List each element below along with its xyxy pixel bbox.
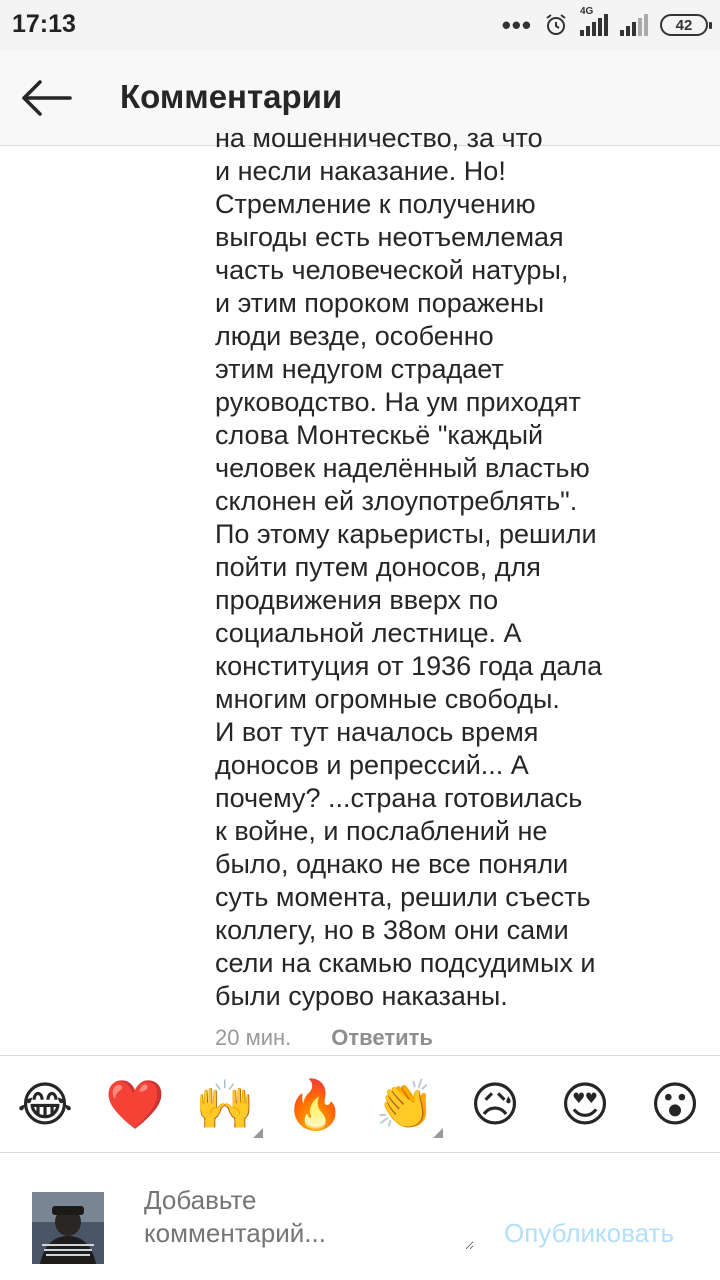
comment-line: к войне, и послаблений не	[215, 816, 548, 846]
battery-icon	[660, 14, 708, 36]
comment-input[interactable]	[144, 1184, 474, 1250]
more-dots-icon: •••	[501, 10, 532, 40]
comment-line: руководство. На ум приходят	[215, 387, 581, 417]
comment-line: люди везде, особенно	[215, 321, 494, 351]
clapping-hands-emoji[interactable]	[375, 1076, 435, 1136]
comment-time: 20 мин.	[215, 1025, 292, 1050]
comment-line: сели на скамью подсудимых и	[215, 948, 596, 978]
comment-line: многим огромные свободы.	[215, 684, 560, 714]
heart-eyes-emoji[interactable]	[555, 1076, 615, 1136]
avatar-image	[32, 1192, 104, 1264]
comment-line: и несли наказание. Но!	[215, 156, 506, 186]
status-bar	[0, 0, 720, 50]
fire-emoji-glyph: 🔥	[285, 1079, 345, 1132]
raising-hands-emoji-glyph: 🙌	[195, 1079, 255, 1132]
heart-eyes-emoji-glyph: 😍	[559, 1079, 611, 1132]
comment-line: По этому карьеристы, решили	[215, 519, 597, 549]
fire-emoji[interactable]	[285, 1076, 345, 1136]
status-icons	[501, 6, 708, 40]
comment-line: конституция от 1936 года дала	[215, 651, 603, 681]
battery-level: 42	[675, 16, 693, 34]
comment-line: часть человеческой натуры,	[215, 255, 569, 285]
comment-line: этим недугом страдает	[215, 354, 504, 384]
emoji-bar	[0, 1055, 720, 1153]
sad-relieved-emoji-glyph: 😥	[469, 1079, 521, 1132]
raising-hands-emoji[interactable]	[195, 1076, 255, 1136]
comment-line: почему? ...страна готовилась	[215, 783, 583, 813]
back-button[interactable]	[18, 72, 74, 124]
signal-icon	[580, 6, 608, 36]
comment-line: суть момента, решили съесть	[215, 882, 591, 912]
comment-line: человек наделённый властью	[215, 453, 590, 483]
comment-line: социальной лестнице. А	[215, 618, 522, 648]
comment-line: было, однако не все поняли	[215, 849, 569, 879]
astonished-emoji[interactable]	[645, 1076, 705, 1136]
comment-line: пойти путем доносов, для	[215, 552, 541, 582]
comment-line: склонен ей злоупотреблять".	[215, 486, 578, 516]
skin-tone-indicator-icon	[433, 1128, 443, 1138]
comment-line: доносов и репрессий... А	[215, 750, 529, 780]
page-title: Комментарии	[120, 78, 343, 115]
comment-line: И вот тут началось время	[215, 717, 539, 747]
tears-of-joy-emoji-glyph: 😂	[16, 1079, 74, 1132]
comment-line: Стремление к получению	[215, 189, 536, 219]
astonished-emoji-glyph: 😮	[649, 1079, 701, 1132]
sad-relieved-emoji[interactable]	[465, 1076, 525, 1136]
signal-icon	[620, 14, 648, 36]
comment-line: выгоды есть неотъемлемая	[215, 222, 564, 252]
comment-text	[215, 122, 655, 1013]
avatar	[32, 1192, 104, 1264]
comment-line: продвижения вверх по	[215, 585, 499, 615]
clapping-hands-emoji-glyph: 👏	[375, 1079, 435, 1132]
comment-line: на мошенничество, за что	[215, 123, 543, 153]
publish-button[interactable]: Опубликовать	[504, 1218, 675, 1248]
comment-line: и этим пороком поражены	[215, 288, 545, 318]
arrow-left-icon	[20, 78, 72, 118]
status-time: 17:13	[12, 10, 76, 38]
red-heart-emoji-glyph: ❤️	[105, 1079, 165, 1132]
comment-meta	[215, 1025, 433, 1051]
network-type-label: 4G	[580, 6, 594, 17]
red-heart-emoji[interactable]	[105, 1076, 165, 1136]
reply-button[interactable]: Ответить	[331, 1025, 433, 1050]
comment-line: коллегу, но в 38ом они сами	[215, 915, 569, 945]
comment-composer	[0, 1154, 720, 1280]
skin-tone-indicator-icon	[253, 1128, 263, 1138]
comment-line: были сурово наказаны.	[215, 981, 508, 1011]
alarm-icon	[544, 13, 568, 37]
comment-body	[0, 123, 720, 1055]
comment-line: слова Монтескьё "каждый	[215, 420, 544, 450]
tears-of-joy-emoji[interactable]	[15, 1076, 75, 1136]
